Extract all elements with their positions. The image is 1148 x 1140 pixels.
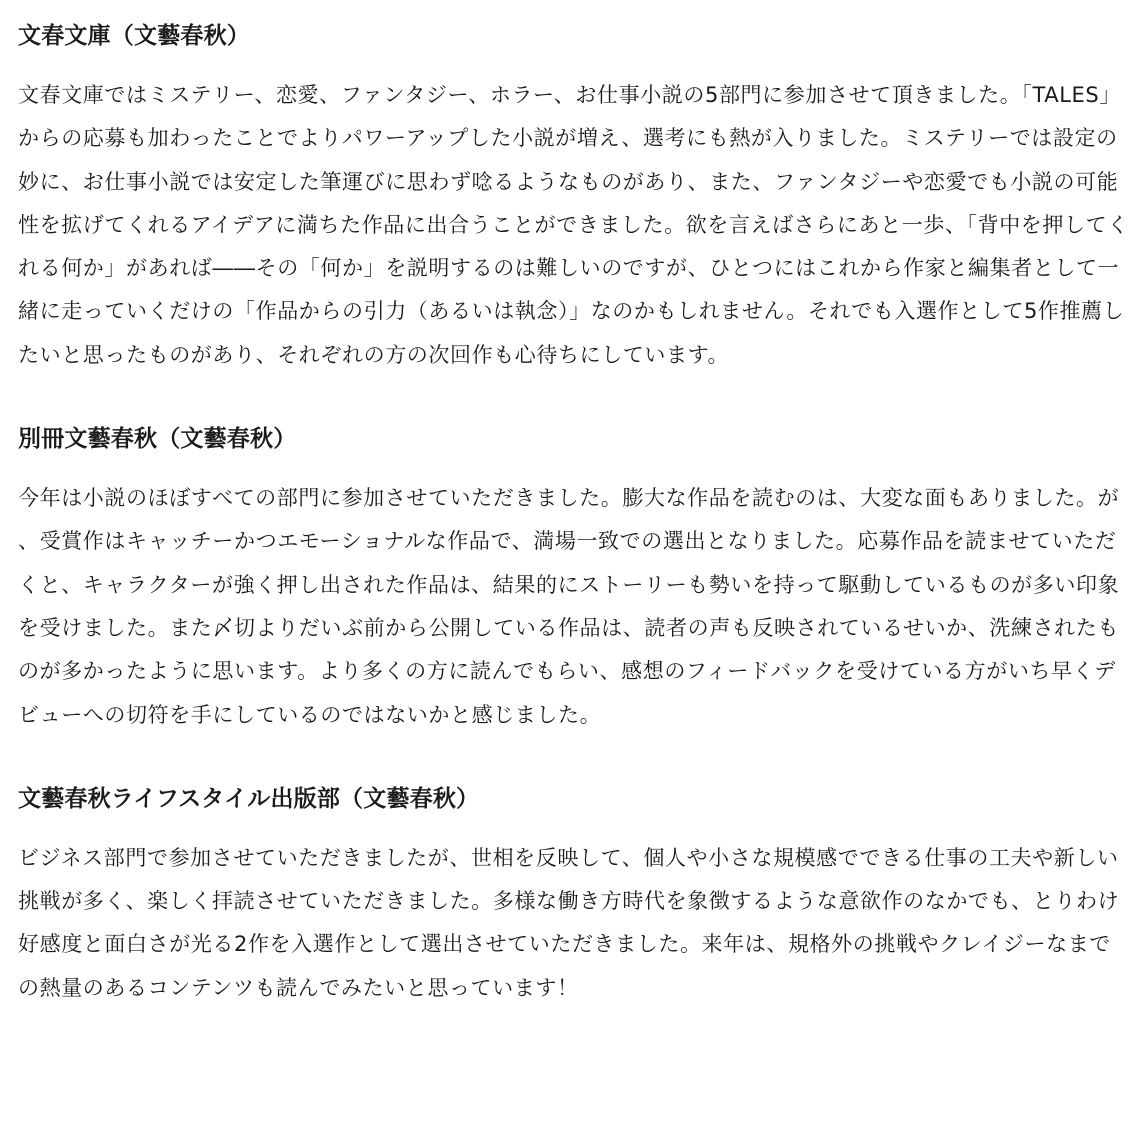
section-body: 今年は小説のほぼすべての部門に参加させていただきました。膨大な作品を読むのは、大変な面もありました。が、受賞作はキャッチーかつエモーショナルな作品で、満場一致での選出となりました。応募作品を読ませていただくと、キャラクターが強く押し出された作品は、結果的にストーリーも勢いを持って駆動しているものが多い印象を受けました。また〆切よりだいぶ前から公開している作品は、読者の声も反映されているせいか、洗練されたものが多かったように思います。より多くの方に読んでもらい、感想のフィードバックを受けている方がいち早くデビューへの切符を手にしているのではないかと感じました。 bbox=[18, 486, 1120, 727]
section-title: 文春文庫（文藝春秋） bbox=[18, 23, 250, 49]
section-bunshun-bunko bbox=[18, 14, 1130, 377]
section-bessatsu-bungeishunju bbox=[18, 417, 1130, 737]
section-body: 文春文庫ではミステリー、恋愛、ファンタジー、ホラー、お仕事小説の5部門に参加させて頂きました。「TALES」からの応募も加わったことでよりパワーアップした小説が増え、選考にも熱が入りました。ミステリーでは設定の妙に、お仕事小説では安定した筆運びに思わず唸るようなものがあり、また、ファンタジーや恋愛でも小説の可能性を拡げてくれるアイデアに満ちた作品に出合うことができました。欲を言えばさらにあと一歩、「背中を押してくれる何か」があれば――その「何か」を説明するのは難しいのですが、ひとつにはこれから作家と編集者として一緒に走っていくだけの「作品からの引力（あるいは執念）」なのかもしれません。それでも入選作として5作推薦したいと思ったものがあり、それぞれの方の次回作も心待ちにしています。 bbox=[18, 83, 1129, 367]
section-lifestyle-publishing bbox=[18, 777, 1130, 1010]
section-title: 文藝春秋ライフスタイル出版部（文藝春秋） bbox=[18, 785, 480, 812]
section-title: 別冊文藝春秋（文藝春秋） bbox=[18, 426, 297, 453]
section-body: ビジネス部門で参加させていただきましたが、世相を反映して、個人や小さな規模感でできる仕事の工夫や新しい挑戦が多く、楽しく拝読させていただきました。多様な働き方時代を象徴するような意欲作のなかでも、とりわけ好感度と面白さが光る2作を入選作として選出させていただきました。来年は、規格外の挑戦やクレイジーなまでの熱量のあるコンテンツも読んでみたいと思っています！ bbox=[18, 845, 1120, 1000]
